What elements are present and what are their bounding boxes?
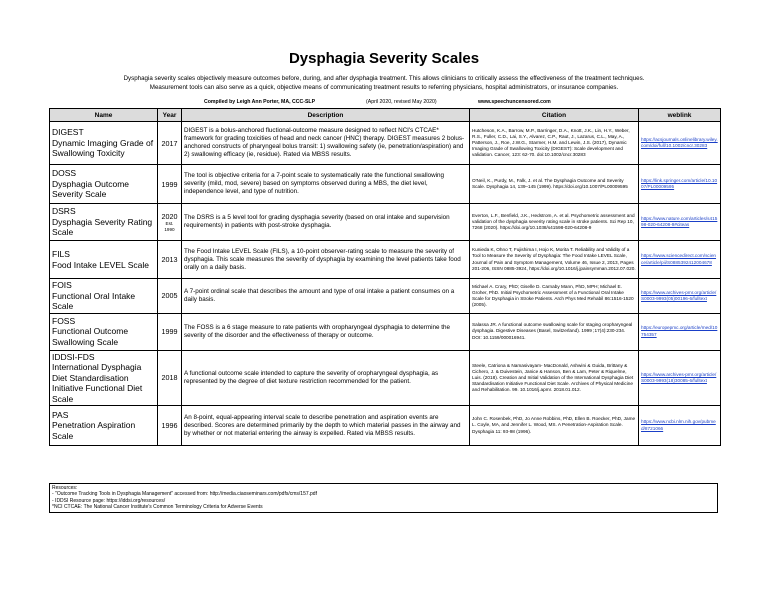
- scale-description: A functional outcome scale intended to capture the severity of oropharyngeal dysphagia, as represented by the degree of diet texture restriction recommended for the patient.: [182, 350, 470, 406]
- scale-full-name: Penetration Aspiration Scale: [52, 420, 136, 441]
- scale-name-cell: [50, 313, 158, 350]
- scale-name-cell: [50, 165, 158, 204]
- scale-name-cell: [50, 122, 158, 165]
- scale-name-cell: [50, 406, 158, 446]
- website-credit: www.speechuncensored.com: [478, 99, 551, 105]
- resources-notes: [49, 483, 718, 513]
- scale-year: 1996: [161, 421, 178, 430]
- scale-abbreviation: DSRS: [52, 206, 76, 217]
- table-header-row: [50, 109, 721, 122]
- scale-year-cell: [158, 165, 182, 204]
- header-year: Year: [158, 109, 182, 122]
- notes-line: *NCI CTCAE: The National Cancer Institute's Common Terminology Criteria for Adverse Events: [52, 503, 263, 510]
- scale-year: 2020: [161, 211, 178, 221]
- scale-full-name: International Dysphagia Diet Standardisation Initiative Functional Diet Scale: [52, 362, 143, 404]
- scale-description: The FOSS is a 6 stage measure to rate patients with oropharyngeal dysphagia to determine the severity of the disorder and the effectiveness of therapy or outcome.: [182, 313, 470, 350]
- scale-year-cell: [158, 122, 182, 165]
- notes-line: Resources:: [52, 485, 78, 491]
- scale-year-cell: [158, 406, 182, 446]
- scale-full-name: Functional Oral Intake Scale: [52, 290, 136, 311]
- header-description: Description: [182, 109, 470, 122]
- scale-weblink[interactable]: https://www.ncbi.nlm.nih.gov/pubmed/8721066: [639, 406, 721, 446]
- scale-weblink[interactable]: https://link.springer.com/article/10.1007/PL00009595: [639, 165, 721, 204]
- header-weblink: weblink: [639, 109, 721, 122]
- scale-year: 1999: [161, 327, 178, 336]
- scale-citation: O'Neil, K., Purdy, M., Falk, J. et al. The Dysphagia Outcome and Severity Scale. Dysphagia 14, 139–145 (1999). https://doi.org/10.1007/PL00009595: [470, 165, 639, 204]
- intro-line: Dysphagia severity scales objectively measure outcomes before, during, and after dysphagia treatment. This allows clinicians to critically assess the effectiveness of the treatment techniques.: [123, 75, 645, 82]
- scale-year-cell: [158, 350, 182, 406]
- scale-description: An 8-point, equal-appearing interval scale to describe penetration and aspiration events are described. Scores are determined primarily by the depth to which material passes in the airway and by whether or not material entering the airway is expelled. Rated via MBSS results.: [182, 406, 470, 446]
- revision-dates: (April 2020, revised May 2020): [366, 99, 437, 105]
- scale-year-note: Est. 1990: [164, 220, 175, 232]
- header-name: Name: [50, 109, 158, 122]
- scale-citation: Everton, L.F., Benfield, J.K., Hedstrom, A. et al. Psychometric assessment and validation of the dysphagia severity rating scale in stroke patients. Sci Rep 10, 7268 (2020). https://doi.org/10.1038/s41598-020-64208-9: [470, 204, 639, 241]
- scale-weblink[interactable]: https://europepmc.org/article/med/10754357: [639, 313, 721, 350]
- scale-weblink[interactable]: https://www.archives-pmr.org/article/S0003-9993(18)30085-6/fulltext: [639, 350, 721, 406]
- scale-abbreviation: DOSS: [52, 168, 77, 179]
- scale-name-cell: [50, 279, 158, 314]
- scale-weblink[interactable]: https://acsjournals.onlinelibrary.wiley.com/doi/full/10.1002/cncr.30283: [639, 122, 721, 165]
- scale-abbreviation: DIGEST: [52, 127, 84, 138]
- scale-year: 2017: [161, 138, 178, 148]
- scale-citation: Salassa JR. A functional outcome swallowing scale for staging oropharyngeal dysphagia. Digestive Diseases (Basel, Switzerland). 1999 ;17(4):230-234. DOI: 10.1159/000016941.: [470, 313, 639, 350]
- scale-description: The DSRS is a 5 level tool for grading dysphagia severity (based on oral intake and supervision requirements) in patients with post-stroke dysphagia.: [182, 204, 470, 241]
- table-row: [50, 122, 721, 165]
- header-citation: Citation: [470, 109, 639, 122]
- scale-abbreviation: FILS: [52, 249, 70, 259]
- scale-abbreviation: PAS: [52, 409, 69, 420]
- scale-citation: Steele, Catriona & Namasivayam- MacDonald, Ashwini & Guida, Brittany & Cichero, J. & Duivestein, Janice & Hanson, Ben & Lam, Peter & Riquelme, Luis. (2018). Creation and Initial Validation of the International Dysphagia Diet Standardisation Initiative Functional Diet Scale. Archives of Physical Medicine and Rehabilitation. 99. 10.1016/j.apmr. 2018.01.012.: [470, 350, 639, 406]
- scale-citation: Hutcheson, K.A., Barrow, M.P., Barringer, D.A., Knott, J.K., Lin, H.Y., Weber, R.S., Fuller, C.D., Lai, S.Y., Alvarez, C.P., Raut, J., Lazarus, C.L., May, A., Patterson, J., Roe, J.W.G., Starmer, H.M. and Lewin, J.S. (2017), Dynamic Imaging Grade of Swallowing Toxicity (DIGEST): Scale development and validation. Cancer, 123: 62-70. doi:10.1002/cncr.30283: [470, 122, 639, 165]
- scale-year: 2018: [161, 373, 178, 383]
- scale-year-cell: [158, 279, 182, 314]
- intro-paragraph: [52, 74, 716, 92]
- scale-year: 2013: [161, 255, 178, 264]
- scale-description: The Food Intake LEVEL Scale (FILS), a 10-point observer-rating scale to measure the severity of dysphagia. This scale measures the severity of dysphagia by examining the level patients take food orally on a daily basis.: [182, 241, 470, 279]
- table-row: [50, 165, 721, 204]
- scale-citation: Kunieda K, Ohno T, Fujishima I, Hojo K, Morita T. Reliability and Validity of a Tool to Measure the Severity of Dysphagia: The Food Intake LEVEL Scale, Journal of Pain and Symptom Management, Volume 46, Issue 2, 2013, Pages 201-206, ISSN 0885-3924, https://doi.org/10.1016/j.jpainsymman.2012.07.020.: [470, 241, 639, 279]
- scale-full-name: Dynamic Imaging Grade of Swallowing Toxicity: [52, 137, 154, 159]
- table-row: [50, 204, 721, 241]
- scale-full-name: Dysphagia Outcome Severity Scale: [52, 178, 130, 200]
- scale-weblink[interactable]: https://www.archives-pmr.org/article/S0003-9993(05)00196-6/fulltext: [639, 279, 721, 314]
- scale-name-cell: [50, 350, 158, 406]
- scale-weblink[interactable]: https://www.sciencedirect.com/science/article/pii/S0885392412004678: [639, 241, 721, 279]
- scale-abbreviation: FOSS: [52, 315, 76, 326]
- document-title: Dysphagia Severity Scales: [288, 50, 480, 67]
- scale-citation: John C. Rosenbek, PhD, Jo Anne Robbins, PhD, Ellen B. Roecker, PhD, Jame L. Coyle, MA, and Jennifer L. Wood, MS. A Penetration-Aspiration Scale. Dysphagia 11: 93-98 (1996).: [470, 406, 639, 446]
- scale-full-name: Functional Outcome Swallowing Scale: [52, 326, 129, 347]
- scale-year: 1999: [161, 179, 178, 189]
- scale-description: DIGEST is a bolus-anchored fluctional-outcome measure designed to reflect NCI's CTCAE* framework for grading toxicities of head and neck cancer (HNC) therapy. DIGEST measures 2 bolus-anchored constructs of pharyngeal bolus transit: 1) swallowing safety (ie, penetration/aspiration) and 2) swallowing efficacy (ie, residue). Rated via MBSS results.: [182, 122, 470, 165]
- scale-description: The tool is objective criteria for a 7-point scale to systematically rate the functional swallowing severity (mild, mod, severe) based on symptoms observed during a MBS, the diet level, independence level, and type of nutrition.: [182, 165, 470, 204]
- scale-abbreviation: FOIS: [52, 280, 72, 290]
- scale-description: A 7-point ordinal scale that describes the amount and type of oral intake a patient consumes on a daily basis.: [182, 279, 470, 314]
- scale-name-cell: [50, 204, 158, 241]
- scale-full-name: Dysphagia Severity Rating Scale: [52, 216, 153, 238]
- scale-year-cell: [158, 313, 182, 350]
- table-row: [50, 241, 721, 279]
- compiled-by: Compiled by Leigh Ann Porter, MA, CCC-SLP: [204, 99, 316, 105]
- scale-abbreviation: IDDSI-FDS: [52, 351, 95, 362]
- table-row: [50, 313, 721, 350]
- scale-year: 2005: [161, 291, 178, 301]
- intro-line: Measurement tools can also serve as a quick, objective means of communicating treatment results to referring physicians, hospital administrators, or insurance companies.: [149, 84, 619, 91]
- scale-full-name: Food Intake LEVEL Scale: [52, 259, 150, 270]
- table-row: [50, 279, 721, 314]
- scales-table: [49, 108, 721, 446]
- notes-line: - "Outcome Tracking Tools in Dysphagia Management" accessed from: http://media.ciaoseminars.com/pdfs/cms/157.pdf: [52, 491, 317, 498]
- table-row: [50, 406, 721, 446]
- scale-year-cell: [158, 204, 182, 241]
- table-row: [50, 350, 721, 406]
- scale-weblink[interactable]: https://www.nature.com/articles/s41598-020-64208-9#citeas: [639, 204, 721, 241]
- scale-name-cell: [50, 241, 158, 279]
- notes-line: - IDDSI Resource page: https://iddsi.org/resources/: [52, 497, 166, 504]
- scale-year-cell: [158, 241, 182, 279]
- scale-citation: Michael A. Crary, PhD; Giselle D. Carnaby Mann, PhD, MPH; Michael E. Groher, PhD. Initial Psychometric Assessment of a Functional Oral Intake Scale for Dysphagia in Stroke Patients. Arch Phys Med Rehabil 86:1516-1520 (2005).: [470, 279, 639, 314]
